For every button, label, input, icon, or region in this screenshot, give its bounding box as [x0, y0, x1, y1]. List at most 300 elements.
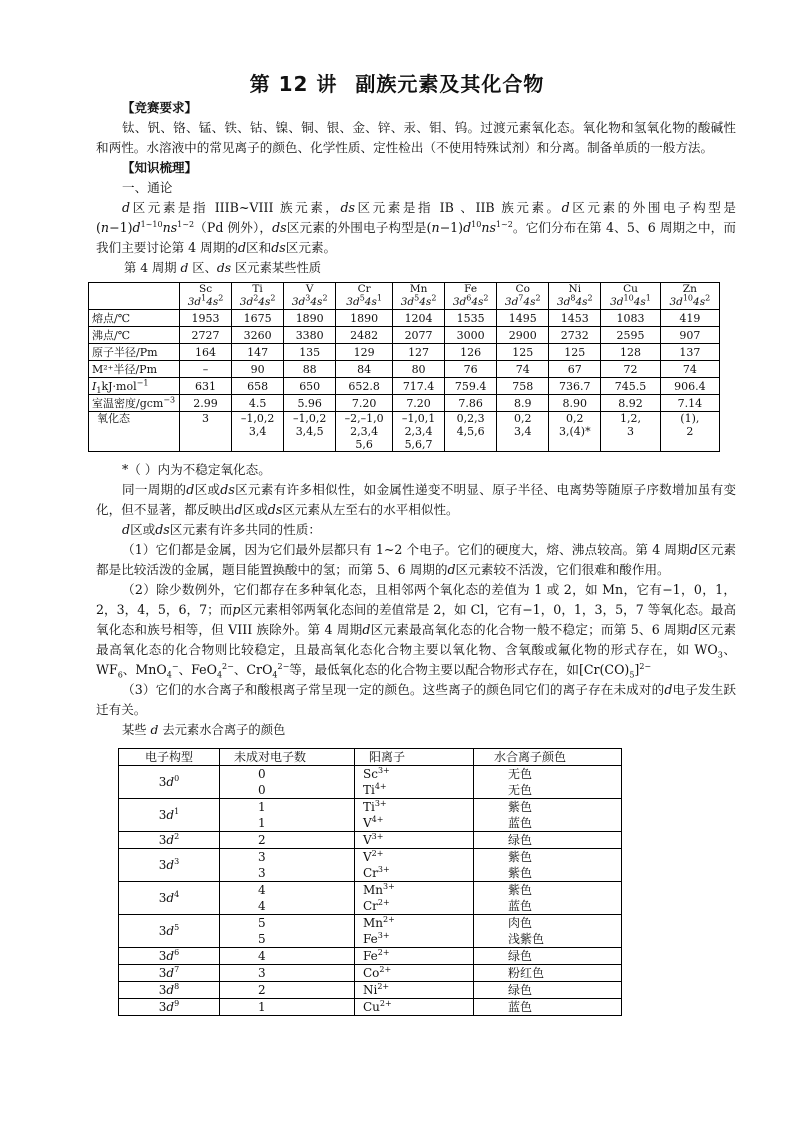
paragraph-point2: （2）除少数例外，它们都存在多种氧化态，且相邻两个氧化态的差值为 1 或 2，如 Mn，它有−1，0，1，2，3，4，5，6，7；而p区元素相邻两氧化态间的差值常是 2，如 Cl，它有−1，0，1，3，5，7 等氧化态。最高氧化态和族号相等，但 VIII 族除外。第 4 周期d区元素最高氧化态的化合物一般不稳定；而第 5、6 周期d区元素最高氧化态的化合物则比较稳定，且最高氧化态化合物主要以氧化物、含氧酸或氟化物的形式存在，如 $WO_3$、$WF_6$、MnO$_4$−、FeO$_4^{2-}$、CrO$_4^{2-}$等，最低氧化态的化合物主要以配合物形式存在，如$[Cr(CO)_5]^{2-}$ [96, 582, 736, 680]
config-count: 1 [645, 293, 651, 303]
config-count: 2 [587, 293, 593, 303]
config-orbital: 3d [400, 296, 415, 308]
table1-cell: 164 [180, 344, 232, 361]
config-count: 1 [201, 293, 207, 303]
table1-cell: 72 [601, 361, 660, 378]
table1-cell: 8.90 [549, 395, 601, 412]
unpaired-cell [220, 915, 355, 948]
color-cell [474, 999, 622, 1016]
ion-color-value: 紫色 [508, 883, 533, 897]
cation-charge: 3+ [371, 832, 384, 841]
config-count: 2 [322, 293, 328, 303]
table2-caption: 某些 d 去元素水合离子的颜色 [122, 723, 286, 737]
unpaired-cell [220, 799, 355, 832]
ion-color-value: 浅紫色 [508, 932, 545, 946]
table1-cell: 1535 [445, 310, 497, 327]
ion-color-value: 无色 [508, 783, 533, 797]
color-cell [474, 965, 622, 982]
table1-cell: 1204 [393, 310, 445, 327]
section-heading-knowledge: 【知识梳理】 [122, 160, 198, 175]
table2-row [119, 766, 622, 799]
config-count: 2 [270, 293, 276, 303]
table1-cell: 80 [393, 361, 445, 378]
config-shell: 3 [158, 833, 167, 847]
config-orbital: 3d [504, 296, 519, 308]
table1-cell: 135 [284, 344, 336, 361]
cation-charge: 3+ [377, 766, 390, 775]
ion-color-value: 无色 [508, 767, 533, 781]
electron-config [400, 293, 437, 308]
subheading-general: 一、通论 [122, 180, 173, 195]
config-orbital: 3d [452, 296, 467, 308]
ion-color-value: 绿色 [508, 833, 533, 847]
cation-symbol: Fe [363, 932, 378, 946]
cation-value [363, 915, 473, 931]
config-orbital: d [166, 858, 175, 872]
table1-row-oxidation [89, 412, 720, 452]
table1-cell: 2482 [336, 327, 393, 344]
config-orbital: 4s [693, 296, 706, 308]
ion-color-value: 绿色 [508, 983, 533, 997]
config-orbital: 3d [556, 296, 571, 308]
table1-cell: 2595 [601, 327, 660, 344]
row-label: 原子半径/Pm [89, 344, 180, 361]
table1-cell: 650 [284, 378, 336, 395]
element-symbol: Cu [623, 283, 638, 295]
cation-value [363, 931, 473, 947]
cation-symbol: Sc [363, 767, 378, 781]
config-orbital: 3d [239, 296, 254, 308]
config-count: 2 [705, 293, 711, 303]
config-orbital: 4s [523, 296, 536, 308]
oxidation-line: 1,2, [620, 412, 641, 425]
element-header-cell [549, 283, 601, 310]
config-cell [119, 799, 220, 832]
electron-config [556, 293, 593, 308]
element-symbol: Fe [464, 283, 478, 295]
cation-value [363, 799, 473, 815]
config-orbital: 4s [419, 296, 432, 308]
table1-cell: 1083 [601, 310, 660, 327]
table1-cell: – [180, 361, 232, 378]
cation-value [363, 815, 473, 831]
config-count: 2 [431, 293, 437, 303]
cation-charge: 3+ [374, 799, 387, 808]
table1-cell: 128 [601, 344, 660, 361]
row-label: $I_1kJ\cdot mol^{-1}$ [89, 378, 180, 395]
table2-row [119, 832, 622, 849]
config-count: 5 [359, 293, 365, 303]
unpaired-value: 1 [258, 800, 266, 814]
paragraph-similarity: 同一周期的d区或ds区元素有许多相似性，如金属性递变不明显、原子半径、电离势等随原子序数增加虽有变化，但不显著，都反映出d区或ds区元素从左至右的水平相似性。 [96, 482, 737, 517]
cation-charge: 4+ [374, 782, 387, 791]
table1-cell: 129 [336, 344, 393, 361]
cation-cell [355, 982, 474, 999]
cation-value [363, 948, 473, 964]
table1-cell: 84 [336, 361, 393, 378]
cation-cell [355, 948, 474, 965]
config-cell [119, 882, 220, 915]
table1-row-atomic-radius [89, 344, 720, 361]
config-cell [119, 999, 220, 1016]
config-shell: 3 [158, 891, 167, 905]
cation-charge: 2+ [379, 999, 392, 1008]
table1-cell: 736.7 [549, 378, 601, 395]
table1-cell: 125 [497, 344, 549, 361]
cation-value [363, 898, 473, 914]
page-title [0, 68, 794, 97]
table1-cell: 2.99 [180, 395, 232, 412]
oxidation-line: 2 [686, 425, 694, 438]
color-cell [474, 766, 622, 799]
electron-config [504, 293, 541, 308]
config-count: 7 [518, 293, 524, 303]
unpaired-value: 4 [258, 899, 266, 913]
row-label: 氧化态 [89, 412, 180, 452]
unpaired-value: 5 [258, 916, 266, 930]
config-count: 5 [174, 923, 180, 932]
config-orbital: 4s [575, 296, 588, 308]
element-header-cell [393, 283, 445, 310]
oxidation-state-cell [284, 412, 336, 452]
unpaired-value: 3 [258, 966, 266, 980]
element-symbol: Ti [252, 283, 263, 295]
table1-cell: 419 [660, 310, 719, 327]
table1-cell: 125 [549, 344, 601, 361]
cation-value [363, 865, 473, 881]
header-color: 水合离子颜色 [474, 749, 622, 766]
cation-symbol: Co [363, 966, 380, 980]
cation-symbol: Mn [363, 883, 384, 897]
element-symbol: Sc [199, 283, 213, 295]
cation-cell [355, 882, 474, 915]
table1-cell: 126 [445, 344, 497, 361]
oxidation-line: 0,2 [566, 412, 584, 425]
config-shell: 3 [158, 983, 167, 997]
element-header-cell [601, 283, 660, 310]
table1-cell: 5.96 [284, 395, 336, 412]
electron-config [452, 293, 489, 308]
config-shell: 3 [158, 1000, 167, 1014]
oxidation-line: 3,4 [513, 425, 532, 438]
element-header-cell [336, 283, 393, 310]
paragraph-point3: （3）它们的水合离子和酸根离子常呈现一定的颜色。这些离子的颜色同它们的离子存在未成对的d电子发生跃迁有关。 [96, 682, 737, 717]
config-cell [119, 982, 220, 999]
oxidation-line: 0,2,3 [456, 412, 485, 425]
electron-config [291, 293, 328, 308]
config-count: 7 [174, 965, 180, 974]
table2-row [119, 982, 622, 999]
table1-cell: 1675 [232, 310, 284, 327]
table1-cell: 67 [549, 361, 601, 378]
config-shell: 3 [158, 808, 167, 822]
paragraph-point1: （1）它们都是金属，因为它们最外层都只有 1~2 个电子。它们的硬度大，熔、沸点较高。第 4 周期d区元素都是比较活泼的金属，题目能置换酸中的氢；而第 5、6 周期的d区元素较不活泼，它们很难和酸作用。 [96, 542, 737, 577]
oxidation-line: 3,4 [248, 425, 267, 438]
cation-charge: 3+ [377, 931, 390, 940]
config-count: 4 [174, 890, 180, 899]
cation-value [363, 832, 473, 848]
unpaired-cell [220, 882, 355, 915]
oxidation-state-cell [660, 412, 719, 452]
cation-charge: 4+ [371, 815, 384, 824]
config-shell: 3 [158, 966, 167, 980]
cation-value [363, 965, 473, 981]
config-orbital: 4s [310, 296, 323, 308]
cation-charge: 2+ [371, 849, 384, 858]
config-count: 9 [174, 999, 180, 1008]
config-shell: 3 [158, 775, 167, 789]
table1-cell: 631 [180, 378, 232, 395]
config-count: 10 [682, 293, 694, 303]
section-heading-requirements: 【竞赛要求】 [122, 100, 198, 115]
table1-header-row [89, 283, 720, 310]
oxidation-line: 3,4,5 [295, 425, 324, 438]
config-orbital: d [166, 891, 175, 905]
table1-cell: 717.4 [393, 378, 445, 395]
config-count: 5 [414, 293, 420, 303]
oxidation-state-cell [445, 412, 497, 452]
config-cell [119, 766, 220, 799]
config-orbital: 4s [471, 296, 484, 308]
element-symbol: Mn [409, 283, 428, 295]
cation-symbol: Cr [363, 899, 378, 913]
cation-cell [355, 999, 474, 1016]
oxidation-line: 0,2 [513, 412, 532, 425]
electron-config [669, 293, 711, 308]
table1-corner-cell [89, 283, 180, 310]
config-cell [119, 915, 220, 948]
requirements-text: 钛、钒、铬、锰、铁、钴、镍、铜、银、金、锌、汞、钼、钨。过渡元素氧化态。氧化物和氢氧化物的酸碱性和两性。水溶液中的常见离子的颜色、化学性质、定性检出（不使用特殊试剂）和分离。制备单质的一般方法。 [96, 120, 736, 155]
row-label: M²⁺半径/Pm [89, 361, 180, 378]
header-cation: 阳离子 [355, 749, 474, 766]
element-header-cell [284, 283, 336, 310]
table1-cell: 7.14 [660, 395, 719, 412]
cation-value [363, 999, 473, 1015]
ion-color-value: 紫色 [508, 800, 533, 814]
cation-cell [355, 915, 474, 948]
table1-row-ionization [89, 378, 720, 395]
unpaired-value: 3 [258, 850, 266, 864]
table2-row [119, 882, 622, 915]
element-symbol: Ni [568, 283, 582, 295]
electron-config [346, 293, 382, 308]
color-cell [474, 832, 622, 849]
oxidation-state-cell [549, 412, 601, 452]
table1-cell: 3260 [232, 327, 284, 344]
config-shell: 3 [158, 949, 167, 963]
electron-config [610, 293, 651, 308]
config-count: 3 [174, 857, 180, 866]
cation-value [363, 849, 473, 865]
unpaired-cell [220, 948, 355, 965]
unpaired-value: 3 [258, 866, 266, 880]
cation-value [363, 782, 473, 798]
table1-cell: 4.5 [232, 395, 284, 412]
period4-properties-table [88, 282, 720, 452]
unpaired-value: 0 [258, 783, 266, 797]
config-orbital: d [166, 949, 175, 963]
config-orbital: d [166, 775, 175, 789]
cation-symbol: Ti [363, 783, 375, 797]
color-cell [474, 948, 622, 965]
cation-cell [355, 849, 474, 882]
table2-row [119, 965, 622, 982]
config-orbital: d [166, 808, 175, 822]
table1-cell: 127 [393, 344, 445, 361]
table1-row-ion-radius [89, 361, 720, 378]
table1-caption: 第 4 周期 d 区、ds 区元素某些性质 [124, 261, 322, 275]
cation-charge: 2+ [377, 948, 390, 957]
table1-cell: 3000 [445, 327, 497, 344]
cation-charge: 3+ [383, 882, 395, 891]
color-cell [474, 982, 622, 999]
table1-cell: 8.9 [497, 395, 549, 412]
oxidation-line: 5,6 [355, 438, 373, 451]
table1-cell: 2900 [497, 327, 549, 344]
table1-row-density [89, 395, 720, 412]
table1-cell: 1890 [336, 310, 393, 327]
table1-cell: 76 [445, 361, 497, 378]
config-count: 8 [174, 982, 180, 991]
element-header-cell [660, 283, 719, 310]
oxidation-line: 2,3,4 [404, 425, 433, 438]
table1-cell: 759.4 [445, 378, 497, 395]
element-header-cell [497, 283, 549, 310]
table2-row [119, 948, 622, 965]
cation-cell [355, 766, 474, 799]
color-cell [474, 799, 622, 832]
cation-charge: 2+ [379, 965, 392, 974]
config-count: 2 [535, 293, 541, 303]
element-header-cell [445, 283, 497, 310]
color-cell [474, 882, 622, 915]
config-count: 6 [466, 293, 472, 303]
cation-value [363, 982, 473, 998]
config-cell [119, 849, 220, 882]
table1-cell: 2732 [549, 327, 601, 344]
table2-row [119, 849, 622, 882]
table1-cell: 906.4 [660, 378, 719, 395]
hydrated-ion-color-table [118, 748, 622, 1016]
table2-header-row [119, 749, 622, 766]
table1-cell: 147 [232, 344, 284, 361]
config-count: 6 [174, 948, 180, 957]
ion-color-value: 紫色 [508, 850, 533, 864]
table1-cell: 652.8 [336, 378, 393, 395]
table1-row-boiling [89, 327, 720, 344]
oxidation-state-cell [393, 412, 445, 452]
config-orbital: d [166, 983, 175, 997]
config-count: 2 [483, 293, 489, 303]
ion-color-value: 蓝色 [508, 816, 533, 830]
cation-symbol: V [363, 833, 372, 847]
oxidation-line: –1,0,2 [292, 412, 327, 425]
config-orbital: 3d [346, 296, 360, 308]
table1-cell: 7.86 [445, 395, 497, 412]
table1-cell: 2077 [393, 327, 445, 344]
ion-color-value: 绿色 [508, 949, 533, 963]
config-count: 1 [174, 807, 180, 816]
cation-symbol: V [363, 850, 372, 864]
config-orbital: d [166, 966, 175, 980]
oxidation-state-cell [601, 412, 660, 452]
table1-cell: 658 [232, 378, 284, 395]
table1-cell: 745.5 [601, 378, 660, 395]
config-cell [119, 832, 220, 849]
unpaired-value: 2 [258, 833, 266, 847]
oxidation-line: (1), [680, 412, 700, 425]
table1-cell: 74 [660, 361, 719, 378]
unpaired-cell [220, 999, 355, 1016]
table1-cell: 1953 [180, 310, 232, 327]
oxidation-line: –1,0,2 [240, 412, 275, 425]
table1-cell: 1453 [549, 310, 601, 327]
config-orbital: 4s [364, 296, 377, 308]
table1-cell: 8.92 [601, 395, 660, 412]
config-count: 2 [253, 293, 259, 303]
unpaired-cell [220, 766, 355, 799]
config-cell [119, 965, 220, 982]
oxidation-line: –1,0,1 [401, 412, 436, 425]
row-label: 沸点/℃ [89, 327, 180, 344]
config-shell: 3 [158, 858, 167, 872]
table1-cell: 3380 [284, 327, 336, 344]
oxidation-line: 4,5,6 [456, 425, 485, 438]
oxidation-state-cell [232, 412, 284, 452]
config-orbital: d [166, 924, 175, 938]
unpaired-cell [220, 965, 355, 982]
element-header-cell [232, 283, 284, 310]
oxidation-line: 3,(4)* [559, 425, 591, 438]
element-header-cell [180, 283, 232, 310]
header-config: 电子构型 [119, 749, 220, 766]
config-shell: 3 [158, 924, 167, 938]
config-count: 2 [174, 832, 180, 841]
note-unstable: *（ ）内为不稳定氧化态。 [122, 462, 271, 477]
oxidation-line: 3 [627, 425, 634, 438]
config-orbital: 3d [291, 296, 306, 308]
cation-symbol: Cr [363, 866, 378, 880]
row-label: 熔点/℃ [89, 310, 180, 327]
config-count: 2 [218, 293, 224, 303]
table1-cell: 907 [660, 327, 719, 344]
element-symbol: Cr [357, 283, 371, 295]
document-body-continued [96, 460, 736, 740]
config-orbital: 4s [633, 296, 646, 308]
config-count: 8 [570, 293, 576, 303]
oxidation-line: 5,6,7 [404, 438, 433, 451]
unpaired-cell [220, 849, 355, 882]
unpaired-value: 5 [258, 932, 266, 946]
table1-cell: 1495 [497, 310, 549, 327]
element-symbol: Co [515, 283, 530, 295]
paragraph-overview: d区元素是指 IIIB~VIII 族元素，ds区元素是指 IB 、IIB 族元素。d区元素的外围电子构型是$(n-1)d^{1\sim 10}ns^{1\sim 2}(Pd$ 例外），ds区元素的外围电子构型是$(n-1)d^{10}ns^{1\sim 2}$。它们分布在第 4、5、6 周期之中，而我们主要讨论第 4 周期的d区和ds区元素。 [96, 200, 737, 255]
electron-config [187, 293, 224, 308]
config-orbital: 3d [187, 296, 202, 308]
cation-charge: 3+ [377, 865, 390, 874]
paragraph-common: d区或ds区元素有许多共同的性质： [122, 522, 321, 537]
element-symbol: V [305, 283, 314, 295]
table1-row-melting [89, 310, 720, 327]
header-unpaired: 未成对电子数 [220, 749, 355, 766]
table1-cell: 137 [660, 344, 719, 361]
table1-cell: 74 [497, 361, 549, 378]
unpaired-value: 4 [258, 949, 266, 963]
table1-cell: 7.20 [393, 395, 445, 412]
cation-charge: 2+ [377, 898, 390, 907]
table1-cell: 2727 [180, 327, 232, 344]
cation-symbol: Cu [363, 1000, 380, 1014]
